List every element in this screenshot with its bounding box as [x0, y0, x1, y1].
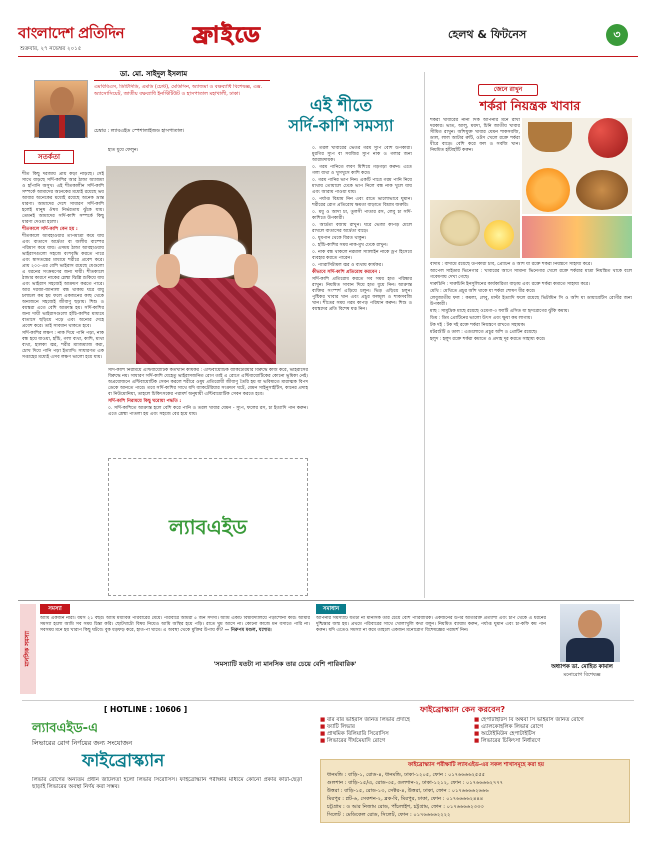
problem-label	[40, 604, 70, 614]
vertical-label-text: মানসিক সমস্যা	[24, 631, 32, 667]
sugar-items	[430, 262, 632, 592]
main-col1-para: সর্দি-কাশির লক্ষণ : নাক দিয়ে পানি পড়া, নাক বন্ধ হয়ে যাওয়া, হাঁচি, গলা ব্যথা, কাশি, মাথা ব্যথা, হালকা জ্বর, শরীর ম্যাজম্যাজ করা, চোখ দিয়ে পানি পড়া ইত্যাদি। সাধারণত এক সপ্তাহের মধ্যেই এসব লক্ষণ ভালো হয়ে যায়।	[22, 331, 104, 360]
section-title: হেলথ & ফিটনেস	[448, 28, 527, 41]
ad-why-item: ■ লিভারের দীর্ঘমেয়াদি রোগে	[320, 738, 386, 744]
ad-why-left	[320, 717, 470, 757]
photo-hand-right	[234, 254, 258, 288]
main-col3-para: ০. তরল খাবারের ভেতর গরম স্যুপ বেশি উপকারী। মুরগির স্যুপ বা সবজির স্যুপ নাক ও গলার জন্য আরামদায়ক।	[312, 146, 412, 163]
ad-product: ফাইব্রোস্ক্যান	[82, 751, 165, 771]
main-article-col2	[108, 148, 208, 166]
main-col2-para: হাত ধুয়ে ফেলুন।	[108, 148, 139, 153]
ad-why-item: ■ বার বার ভাইরাস জনিত লিভার প্রদাহে	[320, 717, 410, 723]
main-col2-para: সর্দি-কাশি নিরাময়ে এন্টিবায়োটিক কতখানি কার্যকর : এন্টিবায়োটিক ব্যাকটেরিয়ার বিরুদ্ধে কাজ করে, ভাইরাসের বিরুদ্ধে নয়। সাধারণ সর্দি-কাশি যেহেতু ভাইরাসজনিত রোগ তাই এ রোগে এন্টিবায়োটিকের কোনো ভূমিকা নেই। অপ্রয়োজনে এন্টিবায়োটিক সেবন করলে শরীরে ওষুধ প্রতিরোধী জীবাণু তৈরি হয় যা ভবিষ্যতে মারাত্মক বিপদ ডেকে আনতে পারে। তবে সর্দি-কাশির সাথে যদি ব্যাকটেরিয়ার সংক্রমণ ঘটে, যেমন সাইনুসাইটিস, কানের প্রদাহ বা নিউমোনিয়া, তাহলে চিকিৎসকের পরামর্শ অনুযায়ী এন্টিবায়োটিক সেবন করতে হবে।	[108, 368, 308, 397]
author-photo	[34, 80, 88, 138]
main-article-col1	[22, 150, 104, 596]
labaid-ad-brand: ল্যাবএইড	[169, 514, 247, 539]
sneezing-woman-photo	[106, 166, 306, 364]
main-article-col3	[312, 146, 412, 596]
problem-label-text: সমস্যা	[48, 606, 62, 612]
food-lemon	[484, 220, 514, 250]
sugar-kicker-text: জেনে রাখুন	[493, 86, 523, 93]
ad-hotline[interactable]: [ HOTLINE : 10606 ]	[104, 705, 188, 714]
ad-branch-item: সিলেট : মেডিকেল রোড, সিলেট, ফোন : ০১৭৬৬৬৬২২২২	[327, 812, 451, 818]
main-title-line1: এই শীতে	[309, 96, 373, 116]
sugar-item: টক দই : টক দই রক্তে শর্করা নিয়ন্ত্রণে রাখতে সহায়ক।	[430, 323, 526, 328]
ad-branch-item: চট্টগ্রাম : ও আর নিজাম রোড, পাঁচলাইশ, চট্টগ্রাম, ফোন : ০১৭৬৬৬৬২৩৩৩	[327, 804, 484, 810]
author-chamber: চেম্বার : ল্যাবএইড স্পেশালাইজড হাসপাতাল।	[94, 128, 185, 134]
sugar-intro: শর্করা খাবারের নানা দিক আপনার মনে রাখা দরকার। ভাত, আলু, ময়দা, চিনি জাতীয় খাবার সীমিত রাখুন। আঁশযুক্ত খাবার যেমন শাকসবজি, ডাল, লাল আটার রুটি, ওটস খেলে রক্তে শর্করা ধীরে বাড়ে। বেশি করে ফল ও সবজি খান। নিয়মিত হাঁটাহাঁটি করুন।	[430, 118, 520, 153]
caution-label-text: সতর্কতা	[37, 153, 61, 161]
ad-why-item: ■ ফ্যাটি লিভার	[320, 724, 355, 730]
author-box	[20, 64, 270, 142]
ad-brand-line: ল্যাবএইড-এ	[32, 721, 98, 736]
section-divider	[18, 600, 634, 601]
expert-title: মনোরোগ বিশেষজ্ঞ	[563, 672, 601, 678]
photo-hand-left	[156, 254, 180, 288]
author-name-rule	[94, 80, 270, 81]
author-credentials: এমবিবিএস, ডিটিসিডি, এমডি (চেস্ট), মেডিসিন, অ্যাজমা ও বক্ষব্যাধি বিশেষজ্ঞ, এক্স. অ্যাসোসিয়েট, জাতীয় বক্ষব্যাধি ইনস্টিটিউট ও হাসপাতাল মহাখালী, ঢাকা।	[94, 84, 263, 97]
main-col1-para: শীত কিছু দরজায় প্রায় কড়া নাড়ছে। সেই সাথে বাড়ছে সর্দি-কাশির আর ঠান্ডা অ্যাজমা ও হাঁপানি অসুখ। এই শীতকালীন সর্দি-কাশি সম্পর্কে আমাদের অনেকের মধ্যেই রয়েছে ভয় আবার অনেকের মধ্যেই রয়েছে অনেক ভ্রান্ত ধারণা। আমাদের দেশে সাধারণ সর্দি-কাশি হলেই মানুষ ঔষধ নির্ভরতায় ঝুঁকে যায়। তেমনই আমাদের সর্দি-কাশি সম্পর্কে কিছু ধারণা দেওয়া হলো।	[22, 172, 104, 225]
ad-why-item: ■ অটোইমিউন হেপাটাইটিস	[474, 731, 536, 737]
sugar-title: শর্করা নিয়ন্ত্রক খাবার	[479, 98, 581, 113]
main-col3-para: ০. প্যারাসিটামল জ্বর ও ব্যথায় কার্যকর।	[312, 263, 383, 268]
ad-why-item: ■ প্রাথমিক বিলিয়ারি সিরোসিস	[320, 731, 389, 737]
ad-branches-list	[327, 771, 627, 823]
ad-why-item: ■ হেপাটাইটিস বি অথবা সি ভাইরাস জনিত রোগে	[474, 717, 584, 723]
main-col3-para: ০. ধূমপান থেকে বিরত থাকুন।	[312, 236, 367, 241]
labaid-ad-box[interactable]	[108, 458, 308, 596]
supplement-title: ফ্রাইডে	[193, 22, 262, 48]
author-name: ডা. মো. সাইদুল ইসলাম	[120, 70, 188, 78]
ad-branch-item: মিরপুর : প্লট-৬, সেকশন-২, ব্লক-বি, মিরপুর, ঢাকা, ফোন : ০১৭৬৬৬৬২৪৪৪	[327, 796, 484, 802]
author-photo-face	[50, 87, 74, 115]
sugar-item: বাদাম : বাদামে রয়েছে উপকারী চর্বি, প্রোটিন ও আঁশ যা রক্তে শর্করা নিয়ন্ত্রণে সাহায্য করে।	[430, 262, 592, 267]
ad-why-right	[474, 717, 630, 757]
sugar-item: মটরশুঁটি ও ডাল : এগুলোতে প্রচুর আঁশ ও প্রোটিন রয়েছে।	[430, 330, 538, 335]
masthead	[18, 22, 638, 62]
masthead-rule	[18, 56, 638, 57]
main-article-col2-right	[208, 148, 308, 166]
sugar-kicker	[478, 84, 538, 96]
sugar-item: মেথি : মেথিতে প্রচুর আঁশ থাকে যা শর্করা শোষণ ধীর করে।	[430, 289, 536, 294]
sugar-item: ডিম : ডিম প্রোটিনের ভালো উৎস এবং ক্ষুধা কম লাগায়।	[430, 316, 533, 321]
date-line: শুক্রবার, ২৭ নভেম্বর ২০১৫	[20, 46, 82, 52]
problem-signature: — নিরুপম মণ্ডল, যশোর।	[224, 628, 272, 633]
author-photo-tie	[59, 115, 65, 138]
sugar-item: আপেল সাইডার ভিনেগার : খাবারের আগে সামান্য ভিনেগার খেলে রক্তে শর্করার মাত্রা নিয়ন্ত্রিত থাকে বলে গবেষণায় দেখা গেছে।	[430, 269, 632, 280]
sugar-item: লেবুজাতীয় ফল : কমলা, লেবু, মাল্টা ইত্যাদি ফলে রয়েছে ভিটামিন সি ও আঁশ যা ডায়াবেটিস রোগীর জন্য উপকারী।	[430, 296, 632, 307]
food-apple	[588, 118, 628, 158]
ad-why-title: ফাইব্রোস্ক্যান কেন করবেন?	[420, 705, 505, 714]
pull-quote: 'সমস্যাটি যতটা না মানসিক তার চেয়ে বেশি পারিবারিক'	[160, 660, 410, 668]
sugar-item: হলুদ : হলুদ রক্তে শর্করা কমাতে ও প্রদাহ দূর করতে সাহায্য করে।	[430, 337, 546, 342]
expert-face	[578, 610, 602, 638]
paper-name: বাংলাদেশ প্রতিদিন	[18, 24, 125, 42]
ad-branch-item: গুলশান : বাড়ি-১৫/এ, রোড-৩৫, গুলশান-২, ঢাকা-১২১২, ফোন : ০১৭৬৬৬৬২৭৭৭	[327, 780, 504, 786]
food-nuts	[576, 170, 628, 210]
mental-health-vertical-label	[20, 604, 36, 694]
solution-text: আপনার সমস্যাটি যতটা না মানসিক তার চেয়ে বেশি পারিবারিক। একজনের উপর অতিরিক্ত প্রত্যাশা এবং চাপ থেকে এ ধরনের দুশ্চিন্তার জন্ম হয়। প্রথমে পরিবারের সাথে খোলাখুলি কথা বলুন। নিয়মিত ব্যায়াম করুন, পর্যাপ্ত ঘুমান এবং চা-কফি কম পান করুন। যদি এতেও সমস্যা না কমে তাহলে একজন মনোরোগ বিশেষজ্ঞের পরামর্শ নিন।	[316, 616, 546, 633]
sugar-food-photo	[522, 118, 632, 214]
expert-photo	[560, 604, 620, 662]
sugar-food-photo-middle	[522, 216, 632, 258]
problem-text	[40, 616, 310, 688]
problem-body: আমি একজন নারী। বয়স ২১ বছর। আমি মধ্যবিত্ত পরিবারের মেয়ে। পরিবারে আমরা ৫ জন সদস্য। আমি একটি বিশ্ববিদ্যালয়ে পড়াশোনা করি। আমার সমস্যা হলো আমি সব সময় চিন্তা করি। ছোটখাটো বিষয় নিয়েও আমি অস্থির হয়ে পড়ি। রাতে ঘুম আসে না। কোনো কাজে মন বসাতে পারি না। সবসময় মনে হয় খারাপ কিছু ঘটবে। বুক ধড়ফড় করে, হাত-পা ঘামে। এ অবস্থা থেকে মুক্তির উপায় কী?	[40, 616, 310, 633]
food-cup	[528, 122, 572, 152]
food-orange	[526, 168, 570, 212]
ad-branches-title: ফাইব্রোস্ক্যান পরীক্ষাটি ল্যাবএইড-এর সকল শাখাসমূহে করা হয়	[407, 762, 545, 768]
ad-subline: লিভারের রোগ নির্ণয়ের জন্য সংযোজন	[32, 739, 133, 747]
main-col2-para: ০. সর্দি-কাশিতে আক্রান্ত হলে বেশি করে পানি ও তরল খাবার যেমন - স্যুপ, ফলের রস, চা ইত্যাদি পান করুন। এতে শ্লেষ্মা পাতলা হয় এবং সহজে বের হয়ে যায়।	[108, 406, 308, 417]
bottom-ad[interactable]	[22, 700, 634, 826]
solution-label-text: সমাধান	[322, 606, 340, 612]
sugar-item: মাছ : সামুদ্রিক মাছে রয়েছে ওমেগা-৩ ফ্যাটি এসিড যা হৃদরোগের ঝুঁকি কমায়।	[430, 309, 570, 314]
ad-why-item: ■ লিভারের চিকিৎসা নির্ধারণে	[474, 738, 541, 744]
sugar-item: দারুচিনি : দারুচিনি ইনসুলিনের কার্যকারিতা বাড়ায় এবং রক্তে শর্করা কমাতে সাহায্য করে।	[430, 282, 590, 287]
main-col3-para: ০. পর্যাপ্ত বিশ্রাম নিন এবং রাতে ভালোভাবে ঘুমান। শরীরের রোগ প্রতিরোধ ক্ষমতা বাড়াতে বিশ্রাম জরুরি।	[312, 197, 412, 208]
photo-scarf	[136, 278, 276, 364]
ad-branches-box	[320, 759, 630, 823]
column-divider	[424, 72, 425, 598]
ad-branch-item: উত্তরা : বাড়ি-১৫, রোড-১৩, সেক্টর-৪, উত্তরা, ঢাকা, ফোন : ০১৭৬৬৬৬২৬৬৬	[327, 788, 489, 794]
main-col3-para: ০. আর্দ্রতা বজায় রাখুন। ঘরে ভেজা কাপড় মেলে রাখলে বাতাসের আর্দ্রতা বাড়ে।	[312, 223, 412, 234]
ad-branch-item: ধানমন্ডি : বাড়ি-১, রোড-৪, ধানমন্ডি, ঢাকা-১২০৫, ফোন : ০১৭৬৬৬৬২৫৫৫	[327, 772, 486, 778]
page-number	[606, 24, 628, 46]
ad-desc: লিভার রোগের অন্যতম প্রধান জটিলতা হলো লিভার সিরোসিস। ফাইব্রোস্ক্যান পরীক্ষার মাধ্যমে কোনো প্রকার কাটা-ছেঁড়া ছাড়াই লিভারের অবস্থা নির্ণয় করা সম্ভব।	[32, 777, 302, 790]
main-col3-subhead: কীভাবে সর্দি-কাশি প্রতিরোধ করবেন :	[312, 270, 381, 275]
main-col3-para: ০. নাক বন্ধ থাকলে নরমাল স্যালাইন নাকে ড্রপ হিসেবে ব্যবহার করতে পারেন।	[312, 250, 412, 261]
main-title	[266, 96, 416, 136]
page-number-text: ৩	[613, 28, 621, 41]
main-col1-para: শীতকালে আবহাওয়ার তাপমাত্রা কমে যায় এবং বাতাসে আর্দ্রতা বা জলীয় বাষ্পের পরিমাণ কমে যায়। এসময় ঠান্ডা আবহাওয়ায় ভাইরাসগুলো সহজে বংশবৃদ্ধি করতে পারে এবং শ্বাসতন্ত্রের মাধ্যমে শরীরে প্রবেশ করে। প্রায় ২০০-এর বেশি ভাইরাস রয়েছে যেগুলো এ ধরনের সংক্রমণের জন্য দায়ী। শীতকালে ঠান্ডার কারণে নাকের শ্লেষ্মা ঝিল্লি শুকিয়ে যায় এবং ভাইরাস সহজেই আক্রমণ করতে পারে। আর দরজা-জানালা বন্ধ থাকায় ঘরে বায়ু চলাচল কম হয় ফলে একজনের কাছ থেকে অন্যজনে সহজেই জীবাণু ছড়ায়। শিশু ও বয়স্করা এতে বেশি আক্রান্ত হয়। সর্দি-কাশির জন্য দায়ী ভাইরাসগুলো হাঁচি-কাশির মাধ্যমে বাতাসে ছড়িয়ে পড়ে এবং অন্যের দেহে প্রবেশ করে। তাই সাবধান থাকতে হবে।	[22, 234, 104, 329]
main-col1-subhead: শীতকালে সর্দি-কাশি কেন হয় :	[22, 227, 78, 232]
main-article-col2-lower	[108, 368, 308, 452]
solution-label	[316, 604, 346, 614]
main-col3-para: ০. মধু ও আদা চা, তুলসী পাতার রস, লেবু চা সর্দি-কাশিতে উপকারী।	[312, 210, 412, 221]
main-col3-para: ০. হাঁচি-কাশির সময় নাক-মুখ ঢেকে রাখুন।	[312, 243, 388, 248]
main-title-line2: সর্দি-কাশি সমস্যা	[288, 116, 394, 135]
main-col3-para: ০. গরম পানিতে লবণ মিশিয়ে গড়গড়া করুন। এতে গলা ব্যথা ও খুসখুসে কাশি কমে।	[312, 165, 412, 176]
main-col2-subhead: সর্দি-কাশি নিরাময়ে কিছু ঘরোয়া পদ্ধতি :	[108, 399, 182, 404]
sugar-food-photo-lower	[430, 200, 520, 258]
food-oats	[440, 210, 480, 246]
main-col3-para: সর্দি-কাশি প্রতিরোধ করতে সব সময় হাত পরিষ্কার রাখুন। নিয়মিত সাবান দিয়ে হাত ধুয়ে নিন। আক্রান্ত ব্যক্তির সংস্পর্শ এড়িয়ে চলুন। ভিড় এড়িয়ে চলুন। পুষ্টিকর খাবার খান এবং প্রচুর ফলমূল ও শাকসবজি খান। শীতের সময় গরম কাপড় পরিধান করুন। শিশু ও বয়স্কদের প্রতি বিশেষ যত্ন নিন।	[312, 277, 412, 312]
expert-name: অধ্যাপক ডা. মোহিত কামাল	[551, 664, 613, 670]
main-col3-para: ০. গরম পানির ভাপ নিন। একটি পাত্রে গরম পানি নিয়ে মাথায় তোয়ালে ঢেকে ভাপ নিলে বন্ধ নাক খুলে যায় এবং আরাম পাওয়া যায়।	[312, 178, 412, 195]
expert-suit	[566, 638, 614, 662]
ad-why-item: ■ এ্যালকোহলিক লিভার রোগে	[474, 724, 544, 730]
